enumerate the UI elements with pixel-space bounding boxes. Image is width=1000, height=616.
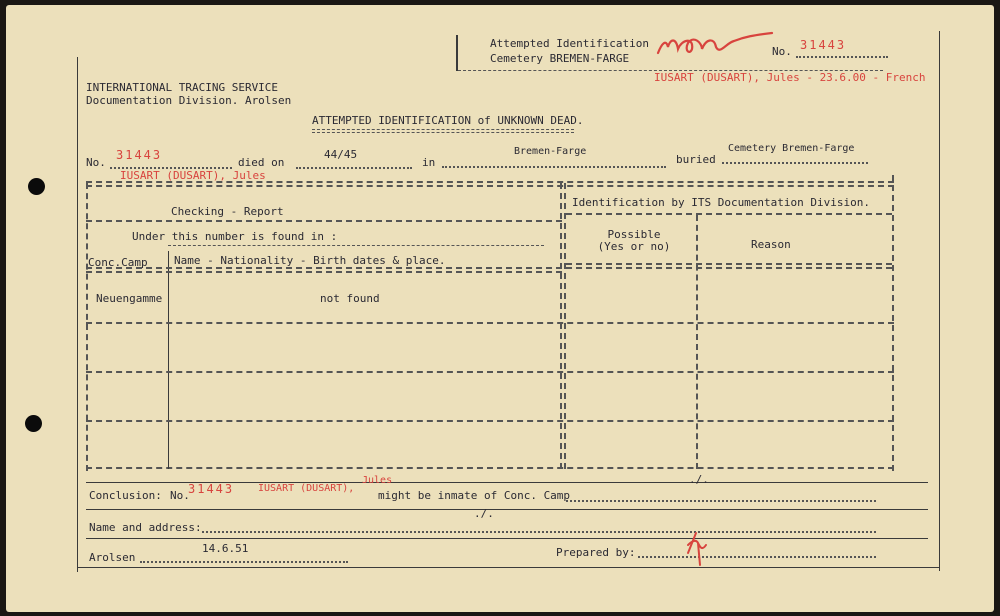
identification-card xyxy=(6,5,994,612)
header-bottom-line-2 xyxy=(86,271,562,273)
org-line2: Documentation Division. Arolsen xyxy=(86,94,292,107)
buried-value: Cemetery Bremen-Farge xyxy=(728,143,855,154)
conclusion-no-label: No. xyxy=(170,489,190,502)
title-underline-1 xyxy=(312,129,574,130)
header-bottom-line-right-2 xyxy=(566,267,892,269)
conclusion-jules: Jules xyxy=(362,475,393,486)
conclusion-bottom-line xyxy=(86,509,928,510)
handwritten-none-text xyxy=(654,27,656,28)
col-camp-header: Conc.Camp xyxy=(88,256,148,269)
checking-header-line xyxy=(86,220,562,222)
table-divider-reason xyxy=(696,215,698,469)
under-number-line xyxy=(168,245,544,246)
table-divider-main-1 xyxy=(560,183,562,469)
conclusion-label: Conclusion: xyxy=(89,489,162,502)
checking-report-header: Checking - Report xyxy=(171,205,284,218)
table-divider-main-2 xyxy=(564,183,566,469)
row-line-2 xyxy=(86,371,894,373)
punch-hole-top xyxy=(28,178,45,195)
form-title: ATTEMPTED IDENTIFICATION of UNKNOWN DEAD. xyxy=(312,114,584,127)
buried-label: buried xyxy=(676,153,716,166)
possible-label-line1: Possible xyxy=(607,228,661,241)
in-label: in xyxy=(422,156,436,169)
in-dots xyxy=(442,166,666,168)
record-no-value: 31443 xyxy=(116,148,163,162)
possible-label-line2: (Yes or no) xyxy=(597,240,671,253)
header-bottom-line-1 xyxy=(86,267,562,269)
prepared-by-label: Prepared by: xyxy=(556,546,636,559)
punch-hole-bottom xyxy=(25,415,42,432)
row-line-3 xyxy=(86,420,894,422)
header-box-line1: Attempted Identification xyxy=(490,37,649,50)
identification-header: Identification by ITS Documentation Division. xyxy=(572,196,871,209)
table-left-border xyxy=(86,183,88,471)
name-address-label: Name and address: xyxy=(89,521,202,534)
conclusion-text: might be inmate of Conc. Camp xyxy=(378,489,571,502)
table-bottom-border xyxy=(86,467,894,469)
header-red-name: IUSART (DUSART), Jules - 23.6.00 - French xyxy=(654,71,926,84)
name-address-bottom-line xyxy=(86,538,928,539)
record-no-label: No. xyxy=(86,156,106,169)
row-camp-cell: Neuengamme xyxy=(96,292,163,305)
handwritten-none-mark xyxy=(654,25,784,65)
prepared-by-signature xyxy=(682,529,712,567)
record-red-name: IUSART (DUSART), Jules xyxy=(120,169,266,182)
frame-left-line xyxy=(77,57,78,572)
buried-dots xyxy=(722,162,868,164)
title-underline-2 xyxy=(312,132,574,133)
prepared-by-dots xyxy=(638,556,876,558)
org-line1: INTERNATIONAL TRACING SERVICE xyxy=(86,81,279,94)
under-number-label: Under this number is found in : xyxy=(132,230,338,243)
name-address-dots xyxy=(202,531,876,533)
header-box-line2: Cemetery BREMEN-FARGE xyxy=(490,52,630,65)
conclusion-dots xyxy=(566,500,876,502)
table-divider-camp xyxy=(168,251,169,469)
name-address-slash: ./. xyxy=(474,507,494,520)
row-name-cell: not found xyxy=(320,292,380,305)
in-value: Bremen-Farge xyxy=(514,146,587,157)
header-no-value: 31443 xyxy=(800,38,847,52)
header-bottom-line-right-1 xyxy=(566,263,892,265)
conclusion-name: IUSART (DUSART), xyxy=(258,483,355,494)
conclusion-slash: ./. xyxy=(689,473,709,486)
frame-right-line xyxy=(939,31,940,571)
conclusion-no-value: 31443 xyxy=(188,482,235,496)
row-line-1 xyxy=(86,322,894,324)
header-no-dots xyxy=(796,56,888,58)
died-on-dots xyxy=(296,167,412,169)
frame-bottom-line xyxy=(77,567,940,568)
footer-date: 14.6.51 xyxy=(202,542,249,555)
table-top-border-2 xyxy=(86,185,894,187)
footer-place: Arolsen xyxy=(89,551,136,564)
identification-header-line xyxy=(566,213,892,215)
footer-date-dots xyxy=(140,561,348,563)
header-box-left xyxy=(456,35,458,71)
col-name-header: Name - Nationality - Birth dates & place. xyxy=(174,254,446,267)
table-top-border-1 xyxy=(86,181,894,183)
header-no-label: No. xyxy=(772,45,792,58)
died-on-label: died on xyxy=(238,156,285,169)
reason-label: Reason xyxy=(751,238,791,251)
died-on-value: 44/45 xyxy=(324,148,358,161)
